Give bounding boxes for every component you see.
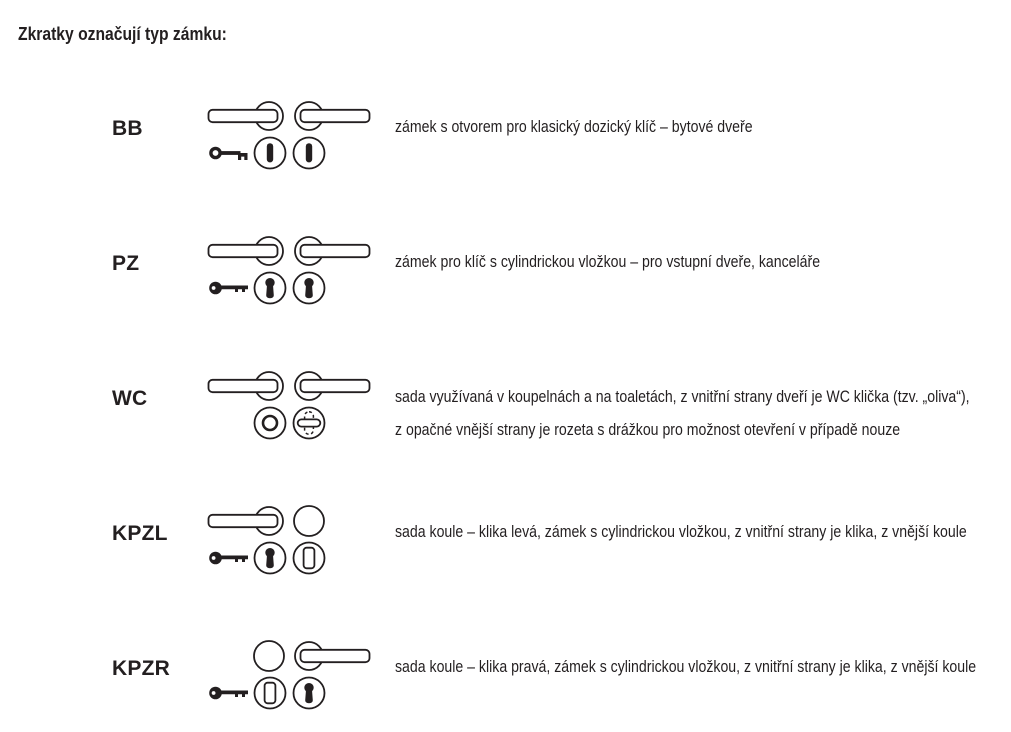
lock-description-bb xyxy=(395,111,826,144)
lever-handle-left-icon xyxy=(209,102,284,130)
blind-rosette-icon xyxy=(255,678,286,709)
keyhole-rosette-pz-icon xyxy=(294,273,325,304)
lock-code-kpzr: KPZR xyxy=(112,657,170,680)
lock-description-kpzr xyxy=(395,651,1011,684)
wc-turn-knob-oliva-icon xyxy=(294,408,325,439)
lock-type-row-kpzr xyxy=(0,635,1011,727)
cylinder-key-icon xyxy=(209,687,248,700)
cylinder-key-icon xyxy=(209,552,248,565)
description-line: zámek pro klíč s cylindrickou vložkou – pro vstupní dveře, kanceláře xyxy=(395,252,821,271)
description-line: sada koule – klika pravá, zámek s cylindrickou vložkou, z vnitřní strany je klika, z vnější koule xyxy=(395,657,977,676)
lock-icon-set-kpzr xyxy=(202,635,372,723)
lock-description-wc xyxy=(395,381,1011,446)
lever-handle-left-icon xyxy=(209,237,284,265)
description-line: sada koule – klika levá, zámek s cylindrickou vložkou, z vnitřní strany je klika, z vnější koule xyxy=(395,522,967,541)
lock-code-wc: WC xyxy=(112,387,148,410)
ball-knob-icon xyxy=(294,506,324,536)
lock-code-bb: BB xyxy=(112,117,143,140)
classic-key-icon xyxy=(211,148,248,160)
page-title: Zkratky označují typ zámku: xyxy=(18,24,227,44)
blind-rosette-icon xyxy=(294,543,325,574)
lever-handle-right-icon xyxy=(295,642,370,670)
lock-type-row-bb xyxy=(0,95,1011,187)
lock-code-pz: PZ xyxy=(112,252,140,275)
lock-code-kpzl: KPZL xyxy=(112,522,168,545)
keyhole-rosette-pz-icon xyxy=(255,543,286,574)
ball-knob-icon xyxy=(254,641,284,671)
lock-type-row-pz xyxy=(0,230,1011,322)
lock-icon-set-pz xyxy=(202,230,372,318)
lock-icon-set-kpzl xyxy=(202,500,372,588)
lock-type-row-wc xyxy=(0,365,1011,457)
cylinder-key-icon xyxy=(209,282,248,295)
description-line: sada využívaná v koupelnách a na toaletách, z vnitřní strany dveří je WC klička (tzv. „oliva“), xyxy=(395,387,970,406)
lever-handle-right-icon xyxy=(295,102,370,130)
keyhole-rosette-pz-icon xyxy=(294,678,325,709)
description-line: z opačné vnější strany je rozeta s drážkou pro možnost otevření v případě nouze xyxy=(395,419,901,439)
keyhole-rosette-pz-icon xyxy=(255,273,286,304)
lock-icon-set-wc xyxy=(202,365,372,453)
rosette-with-groove-icon xyxy=(255,408,286,439)
lock-type-row-kpzl xyxy=(0,500,1011,592)
lever-handle-left-icon xyxy=(209,372,284,400)
lock-description-pz xyxy=(395,246,907,279)
lever-handle-left-icon xyxy=(209,507,284,535)
lock-icon-set-bb xyxy=(202,95,372,183)
lever-handle-right-icon xyxy=(295,372,370,400)
lever-handle-right-icon xyxy=(295,237,370,265)
keyhole-rosette-bb-icon xyxy=(294,138,325,169)
description-line: zámek s otvorem pro klasický dozický klíč – bytové dveře xyxy=(395,117,753,136)
lock-description-kpzl xyxy=(395,516,1011,549)
keyhole-rosette-bb-icon xyxy=(255,138,286,169)
